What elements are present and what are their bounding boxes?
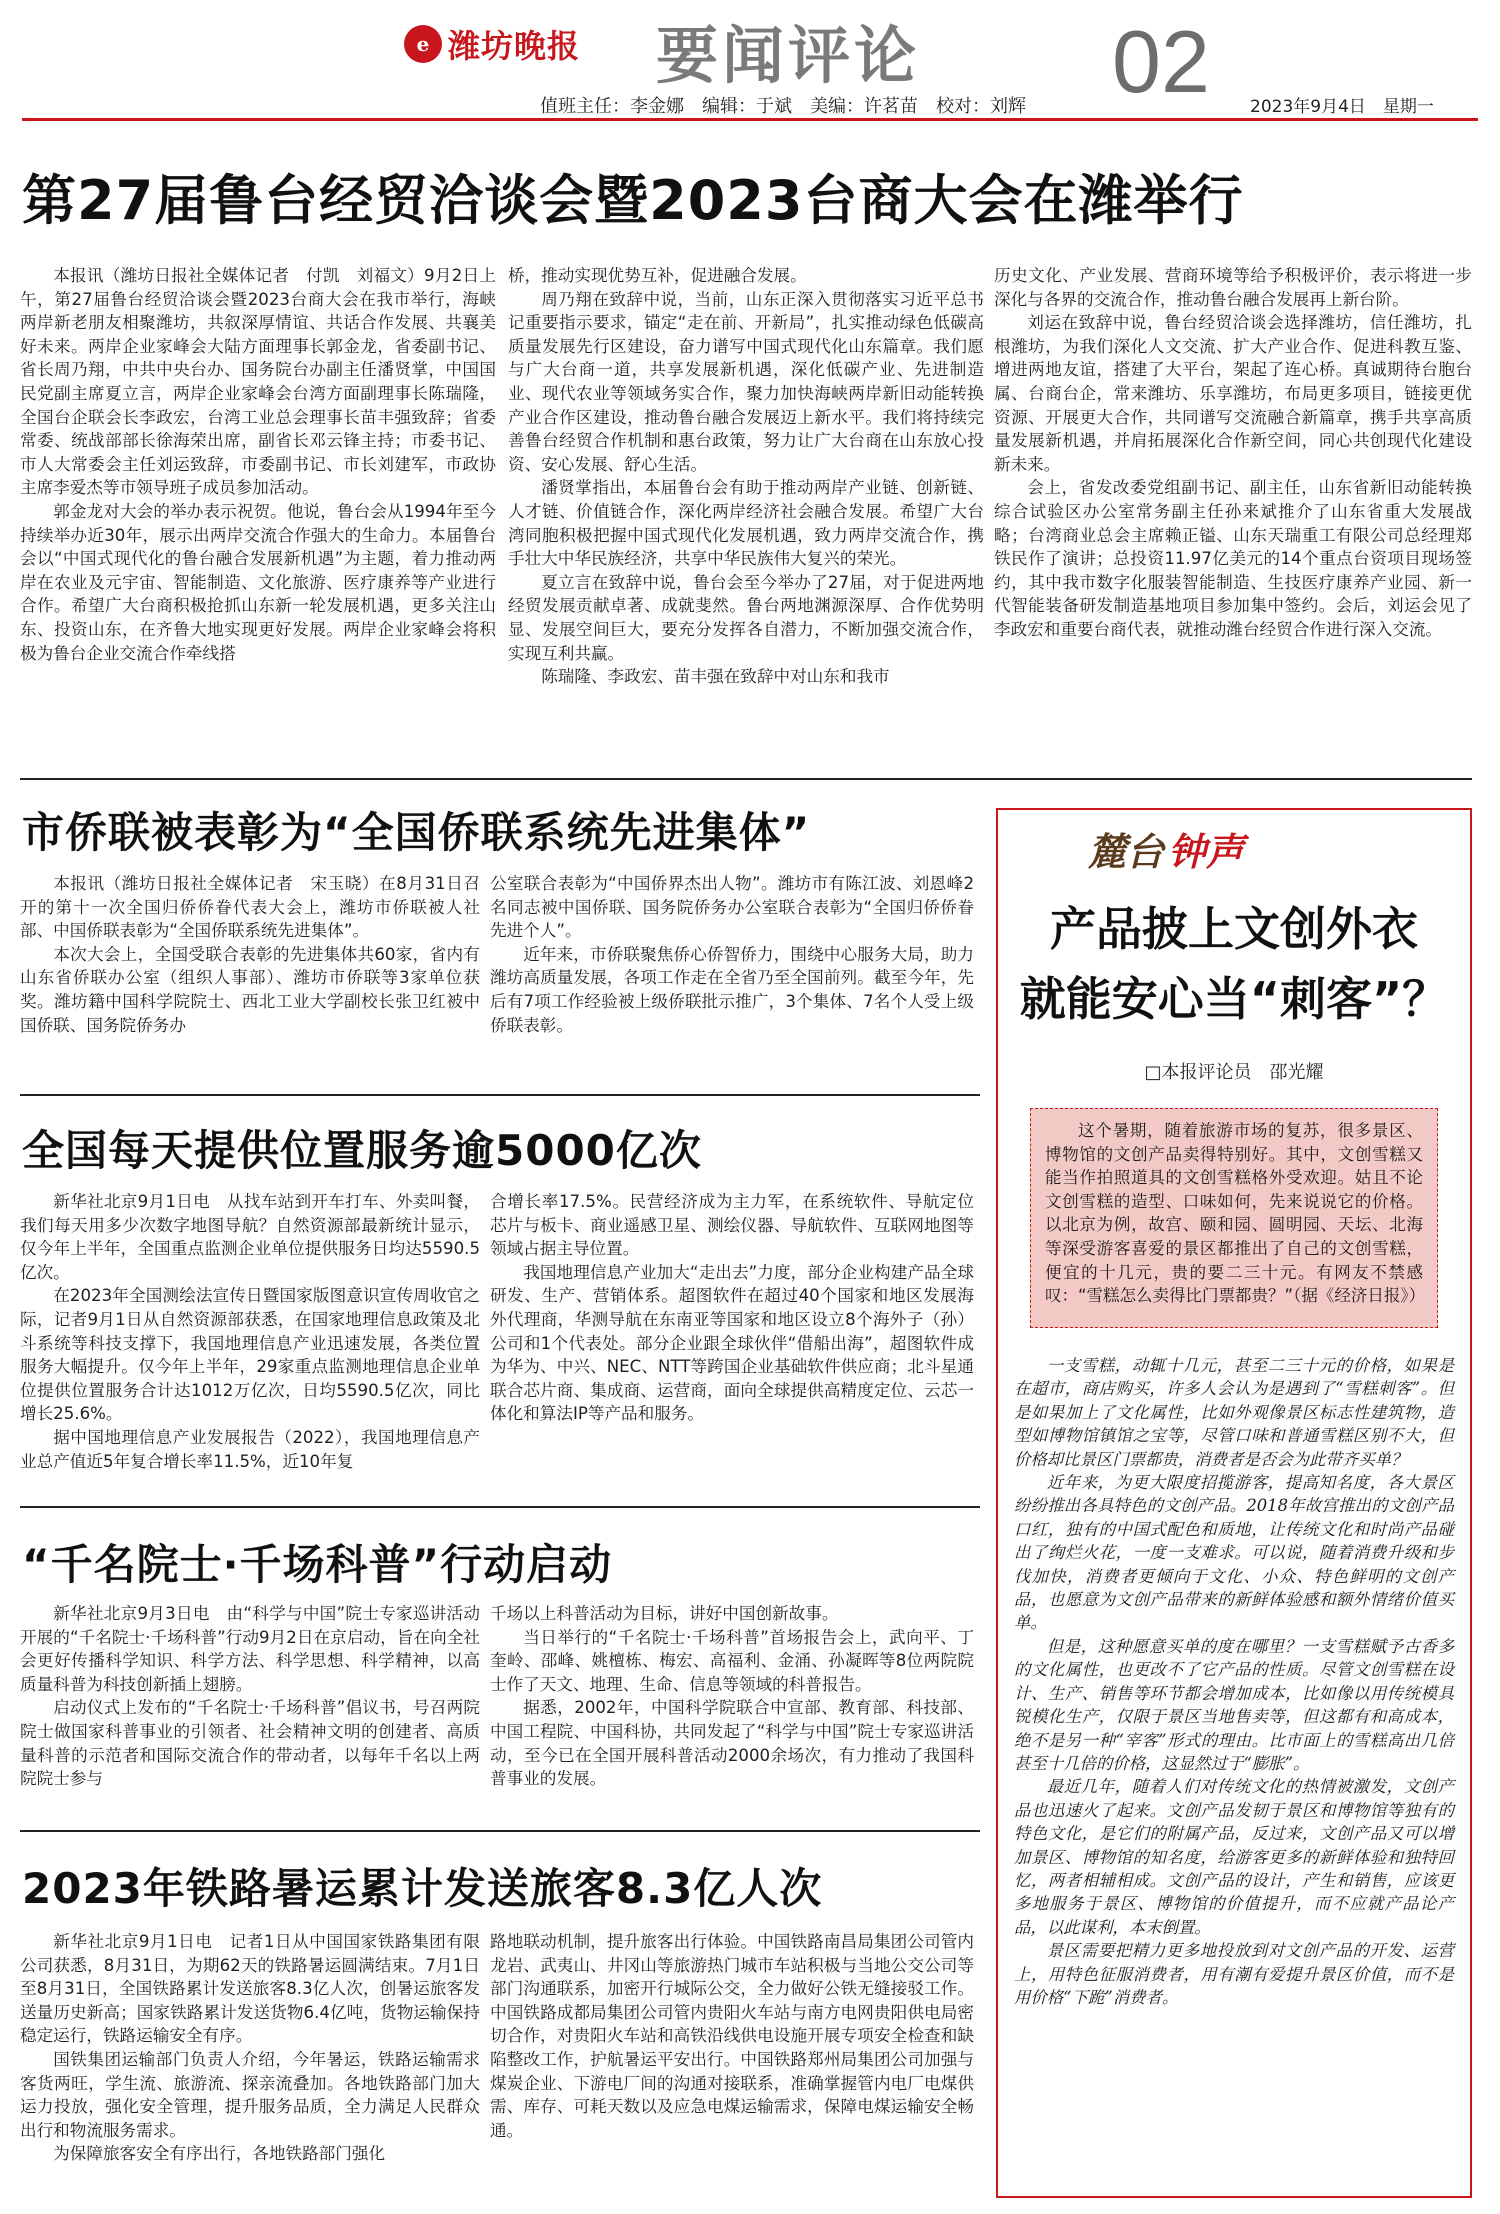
article-3-column-1 [20, 1190, 480, 1488]
issue-date: 2023年9月4日 星期一 [1250, 97, 1434, 117]
article-4-column-2 [490, 1602, 974, 1812]
section-divider [20, 778, 1472, 780]
paragraph: 当日举行的“千名院士·千场科普”首场报告会上，武向平、丁奎岭、邵峰、姚檀栋、梅宏、高福利、金涌、孙凝晖等8位两院院士作了天文、地理、生命、信息等领域的科普报告。 [490, 1627, 974, 1694]
paragraph: 本次大会上，全国受联合表彰的先进集体共60家，省内有山东省侨联办公室（组织人事部）、潍坊市侨联等3家单位获奖。潍坊籍中国科学院院士、西北工业大学副校长张卫红被中国侨联、国务院侨务办 [20, 944, 480, 1035]
paragraph: 合增长率17.5%。民营经济成为主力军，在系统软件、导航定位芯片与板卡、商业遥感卫星、测绘仪器、导航软件、互联网地图等领域占据主导位置。 [490, 1192, 974, 1259]
paragraph: 新华社北京9月1日电 记者1日从中国国家铁路集团有限公司获悉，8月31日，为期62天的铁路暑运圆满结束。7月1日至8月31日，全国铁路累计发送旅客8.3亿人次，创暑运旅客发送量历史新高；国家铁路累计发送货物6.4亿吨，货物运输保持稳定运行，铁路运输安全有序。 [20, 1932, 480, 2046]
paragraph: 新华社北京9月1日电 从找车站到开车打车、外卖叫餐，我们每天用多少次数字地图导航？自然资源部最新统计显示，仅今年上半年，全国重点监测企业单位提供服务日均达5590.5亿次。 [20, 1192, 480, 1282]
article-4-column-1 [20, 1602, 480, 1812]
section-divider [20, 1094, 980, 1096]
paragraph: 近年来，市侨联聚焦侨心侨智侨力，围绕中心服务大局，助力潍坊高质量发展，各项工作走在全省乃至全国前列。截至今年，先后有7项工作经验被上级侨联批示推广，3个集体、7名个人受上级侨联表彰。 [490, 944, 974, 1035]
commentary-logo-part-1: 麓台 [1088, 828, 1165, 874]
paragraph: 据中国地理信息产业发展报告（2022），我国地理信息产业总产值近5年复合增长率11.5%，近10年复 [20, 1427, 480, 1471]
article-1-column-3 [994, 264, 1472, 764]
commentary-lead: 这个暑期，随着旅游市场的复苏，很多景区、博物馆的文创产品卖得特别好。其中，文创雪糕又能当作拍照道具的文创雪糕格外受欢迎。姑且不论文创雪糕的造型、口味如何，先来说说它的价格。以北京为例，故宫、颐和园、圆明园、天坛、北海等深受游客喜爱的景区都推出了自己的文创雪糕，便宜的十几元，贵的要二三十元。有网友不禁感叹：“雪糕怎么卖得比门票都贵？”（据《经济日报》） [1045, 1121, 1426, 1306]
article-2-column-2 [490, 872, 974, 1080]
paragraph: 在2023年全国测绘法宣传日暨国家版图意识宣传周收官之际，记者9月1日从自然资源部获悉，在国家地理信息政策及北斗系统等科技支撑下，我国地理信息产业迅速发展，各类位置服务大幅提升。仅今年上半年，29家重点监测地理信息企业单位提供位置服务合计达1012万亿次，日均5590.5亿次，同比增长25.6%。 [20, 1286, 480, 1424]
paragraph: 新华社北京9月3日电 由“科学与中国”院士专家巡讲活动开展的“千名院士·千场科普”行动9月2日在京启动，旨在向全社会更好传播科学知识、科学方法、科学思想、科学精神，以高质量科普为科技创新插上翅膀。 [20, 1604, 480, 1694]
paragraph: 夏立言在致辞中说，鲁台会至今举办了27届，对于促进两地经贸发展贡献卓著、成就斐然。鲁台两地渊源深厚、合作优势明显、发展空间巨大，要充分发挥各自潜力，不断加强交流合作，实现互利共赢。 [508, 572, 984, 663]
paragraph: 桥，推动实现优势互补，促进融合发展。 [508, 266, 807, 285]
staff-credits: 值班主任：李金娜 编辑：于斌 美编：许茗苗 校对：刘辉 [540, 96, 1026, 117]
article-2-column-1 [20, 872, 480, 1080]
paragraph: 本报讯（潍坊日报社全媒体记者 付凯 刘福文）9月2日上午，第27届鲁台经贸洽谈会暨2023台商大会在我市举行，海峡两岸新老朋友相聚潍坊，共叙深厚情谊、共话合作发展、共襄美好未来。两岸企业家峰会大陆方面理事长郭金龙，省委副书记、省长周乃翔，中共中央台办、国务院台办副主任潘贤掌，中国国民党副主席夏立言，两岸企业家峰会台湾方面副理事长陈瑞隆，全国台企联会长李政宏，台湾工业总会理事长苗丰强致辞；省委常委、统战部部长徐海荣出席，副省长邓云锋主持；市委书记、市人大常委会主任刘运致辞，市委副书记、市长刘建军，市政协主席李爱杰等市领导班子成员参加活动。 [20, 266, 496, 498]
paragraph: 公室联合表彰为“中国侨界杰出人物”。潍坊市有陈江波、刘恩峰2名同志被中国侨联、国务院侨务办公室联合表彰为“全国归侨侨眷先进个人”。 [490, 874, 974, 941]
paragraph: 本报讯（潍坊日报社全媒体记者 宋玉晓）在8月31日召开的第十一次全国归侨侨眷代表大会上，潍坊市侨联被人社部、中国侨联表彰为“全国侨联系统先进集体”。 [20, 874, 480, 941]
newspaper-logo [404, 18, 646, 70]
article-1-headline: 第27届鲁台经贸洽谈会暨2023台商大会在潍举行 [22, 169, 1244, 232]
paragraph: 国铁集团运输部门负责人介绍，今年暑运，铁路运输需求客货两旺，学生流、旅游流、探亲流叠加。各地铁路部门加大运力投放，强化安全管理，提升服务品质，全力满足人民群众出行和物流服务需求。 [20, 2049, 480, 2140]
masthead-divider [22, 118, 1478, 121]
article-1-column-1 [20, 264, 496, 764]
paragraph: 刘运在致辞中说，鲁台经贸洽谈会选择潍坊，信任潍坊，扎根潍坊，为我们深化人文交流、扩大产业合作、促进科教互鉴、增进两地友谊，搭建了大平台，架起了连心桥。真诚期待台胞台属、台商台企，常来潍坊、乐享潍坊，布局更多项目，链接更优资源、开展更大合作，共同谱写交流融合新篇章，携手共享高质量发展新机遇，并肩拓展深化合作新空间，同心共创现代化建设新未来。 [994, 313, 1472, 474]
paragraph: 郭金龙对大会的举办表示祝贺。他说，鲁台会从1994年至今持续举办近30年，展示出两岸交流合作强大的生命力。本届鲁台会以“中国式现代化的鲁台融合发展新机遇”为主题，着力推动两岸在农业及元宇宙、智能制造、文化旅游、医疗康养等产业进行合作。希望广大台商积极抢抓山东新一轮发展机遇，更多关注山东、投资山东，在齐鲁大地实现更好发展。两岸企业家峰会将积极为鲁台企业交流合作牵线搭 [20, 501, 496, 663]
commentary-body [1014, 1354, 1454, 2009]
paragraph: 周乃翔在致辞中说，当前，山东正深入贯彻落实习近平总书记重要指示要求，锚定“走在前、开新局”，扎实推动绿色低碳高质量发展先行区建设，奋力谱写中国式现代化山东篇章。我们愿与广大台商一道，共享发展新机遇，深化低碳产业、先进制造业、现代农业等领域务实合作，聚力加快海峡两岸新旧动能转换产业合作区建设，推动鲁台融合发展迈上新水平。我们将持续完善鲁台经贸合作机制和惠台政策，努力让广大台商在山东放心投资、安心发展、舒心生活。 [508, 289, 984, 474]
article-5-column-1 [20, 1930, 480, 2206]
paragraph: 路地联动机制，提升旅客出行体验。中国铁路南昌局集团公司管内龙岩、武夷山、井冈山等旅游热门城市车站积极与当地公交公司等部门沟通联系，加密开行城际公交，全力做好公铁无缝接驳工作。中国铁路成都局集团公司管内贵阳火车站与南方电网贵阳供电局密切合作，对贵阳火车站和高铁沿线供电设施开展专项安全检查和缺陷整改工作，护航暑运平安出行。中国铁路郑州局集团公司加强与煤炭企业、下游电厂间的沟通对接联系，准确掌握管内电厂电煤供需、库存、可耗天数以及应急电煤运输需求，保障电煤运输安全畅通。 [490, 1932, 974, 2140]
article-4-headline: “千名院士·千场科普”行动启动 [22, 1540, 613, 1589]
paragraph: 近年来，为更大限度招揽游客，提高知名度，各大景区纷纷推出各具特色的文创产品。2018年故宫推出的文创产品口红，独有的中国式配色和质地，让传统文化和时尚产品碰出了绚烂火花，一度一支难求。可以说，随着消费升级和步伐加快，消费者更倾向于文化、小众、特色鲜明的文创产品，也愿意为文创产品带来的新鲜体验感和额外情绪价值买单。 [1014, 1473, 1454, 1633]
article-3-column-2 [490, 1190, 974, 1488]
paragraph: 景区需要把精力更多地投放到对文创产品的开发、运营上，用特色征服消费者，用有潮有爱提升景区价值，而不是用价格“下跪”消费者。 [1014, 1941, 1454, 2007]
paragraph: 我国地理信息产业加大“走出去”力度，部分企业构建产品全球研发、生产、营销体系。超图软件在超过40个国家和地区发展海外代理商，华测导航在东南亚等国家和地区设立8个海外子（孙）公司和1个代表处。部分企业跟全球伙伴“借船出海”，超图软件成为华为、中兴、NEC、NTT等跨国企业基础软件供应商；北斗星通联合芯片商、集成商、运营商，面向全球提供高精度定位、云芯一体化和算法IP等产品和服务。 [490, 1262, 974, 1424]
commentary-logo-part-2: 钟声 [1168, 828, 1245, 874]
article-3-headline: 全国每天提供位置服务逾5000亿次 [22, 1126, 702, 1175]
commentary-lead-box [1030, 1108, 1438, 1328]
logo-mark-icon: e [404, 25, 442, 63]
paragraph: 潘贤掌指出，本届鲁台会有助于推动两岸产业链、创新链、人才链、价值链合作，深化两岸经济社会融合发展。希望广大台湾同胞积极把握中国式现代化发展机遇，致力两岸交流合作，携手壮大中华民族经济，共享中华民族伟大复兴的荣光。 [508, 478, 984, 569]
section-divider [20, 1506, 980, 1508]
article-5-headline: 2023年铁路暑运累计发送旅客8.3亿人次 [22, 1864, 823, 1913]
commentary-title-line-2: 就能安心当“刺客”？ [1019, 972, 1449, 1026]
section-divider [20, 1830, 980, 1832]
paragraph: 最近几年，随着人们对传统文化的热情被激发，文创产品也迅速火了起来。文创产品发韧于景区和博物馆等独有的特色文化，是它们的附属产品，反过来，文创产品又可以增加景区、博物馆的知名度，给游客更多的新鲜体验和独特回忆，两者相辅相成。文创产品的设计，产生和销售，应该更多地服务于景区、博物馆的价值提升，而不应就产品论产品，以此谋利，本末倒置。 [1014, 1777, 1454, 1937]
paragraph: 据悉，2002年，中国科学院联合中宣部、教育部、科技部、中国工程院、中国科协，共同发起了“科学与中国”院士专家巡讲活动，至今已在全国开展科普活动2000余场次，有力推动了我国科普事业的发展。 [490, 1698, 974, 1789]
paragraph: 千场以上科普活动为目标，讲好中国创新故事。 [490, 1604, 839, 1623]
commentary-title [1004, 894, 1464, 1034]
paragraph: 会上，省发改委党组副书记、副主任，山东省新旧动能转换综合试验区办公室常务副主任孙来斌推介了山东省重大发展战略；台湾商业总会主席赖正镒、山东天瑞重工有限公司总经理郑铁民作了演讲；总投资11.97亿美元的14个重点台资项目现场签约，其中我市数字化服装智能制造、生技医疗康养产业园、新一代智能装备研发制造基地项目参加集中签约。会后，刘运会见了李政宏和重要台商代表，就推动潍台经贸合作进行深入交流。 [994, 478, 1472, 639]
newspaper-name: 潍坊晚报 [448, 27, 581, 65]
article-2-headline: 市侨联被表彰为“全国侨联系统先进集体” [22, 808, 811, 857]
paragraph: 但是，这种愿意买单的度在哪里？一支雪糕赋予古香多的文化属性，也更改不了它产品的性质。尽管文创雪糕在设计、生产、销售等环节都会增加成本，比如像以用传统模具锐模化生产，仅限于景区当地售卖等，但这都有和高成本，绝不是另一种“宰客”形式的理由。比市面上的雪糕高出几倍甚至十几倍的价格，这显然过于“膨胀”。 [1014, 1636, 1454, 1773]
paragraph: 为保障旅客安全有序出行，各地铁路部门强化 [53, 2144, 386, 2164]
commentary-logo [1088, 820, 1244, 876]
article-1-column-2 [508, 264, 984, 764]
section-title: 要闻评论 [656, 19, 921, 92]
article-5-column-2 [490, 1930, 974, 2206]
paragraph: 陈瑞隆、李政宏、苗丰强在致辞中对山东和我市 [541, 667, 890, 687]
commentary-title-line-1: 产品披上文创外衣 [1050, 902, 1418, 956]
paragraph: 启动仪式上发布的“千名院士·千场科普”倡议书，号召两院院士做国家科普事业的引领者、社会精神文明的创建者、高质量科普的示范者和国际交流合作的带动者，以每年千名以上两院院士参与 [20, 1698, 480, 1789]
paragraph: 历史文化、产业发展、营商环境等给予积极评价，表示将进一步深化与各界的交流合作，推动鲁台融合发展再上新台阶。 [994, 266, 1472, 309]
commentary-byline: □本报评论员 邵光耀 [1144, 1062, 1324, 1083]
page-number: 02 [1112, 12, 1210, 111]
paragraph: 一支雪糕，动辄十几元，甚至二三十元的价格，如果是在超市，商店购买，许多人会认为是遇到了“雪糕刺客”。但是如果加上了文化属性，比如外观像景区标志性建筑物，造型如博物馆镇馆之宝等，尽管口味和普通雪糕区别不大，但价格却比景区门票都贵，消费者是否会为此带齐买单？ [1014, 1356, 1454, 1469]
